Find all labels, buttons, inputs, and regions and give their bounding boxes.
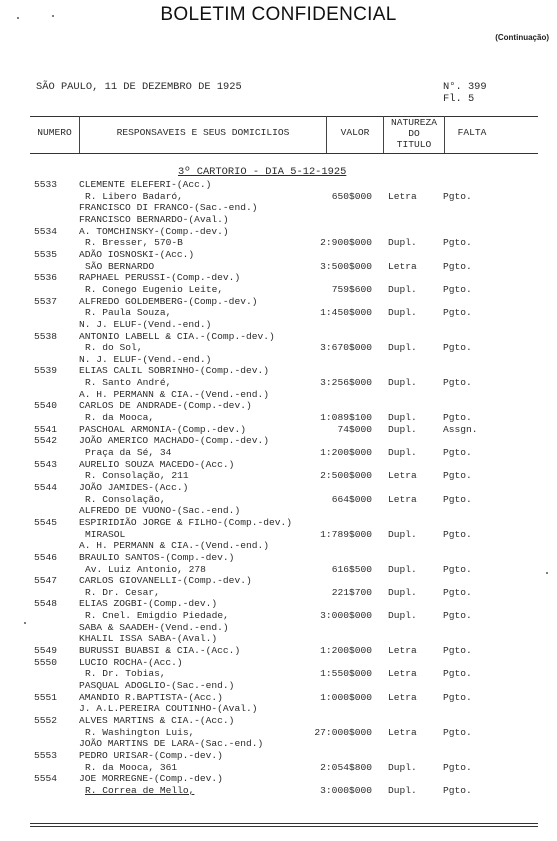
entry-text: R. Correa de Mello, [85,784,195,796]
entry-text: A. TOMCHINSKY-(Comp.-dev.) [79,225,229,237]
entry-text: PASCHOAL ARMONIA-(Comp.-dev.) [79,423,246,435]
entry-number: 5544 [34,481,58,493]
entry-fault: Pgto. [443,610,472,621]
entry-value: 3:256$000 [320,377,372,389]
entry-fault: Pgto. [443,470,472,482]
entry-line [0,365,557,376]
entry-nature: Dupl. [388,586,417,598]
entry-line [0,540,557,551]
header-valor: VALOR [340,127,370,138]
entry-line [0,680,557,691]
entry-text: ELIAS CALIL SOBRINHO-(Comp.-dev.) [79,365,269,377]
entry-line [0,505,557,516]
entry-value: 1:200$000 [320,645,372,656]
entry-fault: Pgto. [443,237,472,249]
entry-line [0,470,557,481]
entry-value: 27:000$000 [314,726,372,738]
entry-nature: Dupl. [388,563,417,575]
entry-value: 1:000$000 [320,691,372,703]
entry-text: RAPHAEL PERUSSI-(Comp.-dev.) [79,272,241,284]
entry-fault: Pgto. [443,645,472,656]
entry-nature: Letra [388,668,417,680]
entry-line [0,296,557,307]
entry-number: 5534 [34,225,58,237]
entry-fault: Pgto. [443,342,472,354]
entry-text: R. Washington Luis, [85,726,195,738]
entry-number: 5548 [34,598,58,610]
entry-nature: Letra [388,691,417,703]
entry-number: 5537 [34,295,58,307]
entry-line [0,389,557,400]
entry-value: 650$000 [331,190,372,202]
entry-number: 5540 [34,400,58,412]
header-responsaveis: RESPONSAVEIS E SEUS DOMICILIOS [116,127,290,138]
continuation-note: (Continuação) [495,33,549,42]
entry-fault: Pgto. [443,190,472,202]
entry-line [0,447,557,458]
entry-line [0,342,557,353]
header-bottom-rule [30,153,538,154]
entry-fault: Pgto. [443,528,472,540]
bulletin-title: BOLETIM CONFIDENCIAL [160,4,397,25]
entry-value: 1:550$000 [320,668,372,680]
entry-text: R. Conego Eugenio Leite, [85,283,224,295]
entry-nature: Dupl. [388,528,417,540]
entry-nature: Dupl. [388,423,417,435]
entry-line [0,249,557,260]
entry-value: 221$700 [331,586,372,598]
entry-text: A. H. PERMANN & CIA.-(Vend.-end.) [79,388,269,400]
entry-text: ELIAS ZOGBI-(Comp.-dev.) [79,598,218,610]
entry-nature: Dupl. [388,446,417,458]
entry-fault: Pgto. [443,493,472,505]
entry-text: JOÃO JAMIDES-(Acc.) [79,481,189,493]
header-numero: NUMERO [37,127,72,138]
entry-value: 3:500$000 [320,260,372,272]
entry-number: 5551 [34,691,58,703]
entry-fault: Pgto. [443,691,472,703]
entry-number: 5539 [34,365,58,377]
entry-nature: Letra [388,260,417,272]
entry-number: 5546 [34,551,58,563]
scan-speck [24,622,26,624]
entry-text: ALFREDO GOLDEMBERG-(Comp.-dev.) [79,295,258,307]
entry-fault: Pgto. [443,784,472,796]
entry-value: 759$600 [331,283,372,295]
entry-line [0,237,557,248]
entry-line [0,564,557,575]
entry-fault: Pgto. [443,283,472,295]
entry-line [0,645,557,656]
entry-line [0,331,557,342]
entry-line [0,610,557,621]
entry-line [0,587,557,598]
footer-rule-double [30,826,538,827]
entry-value: 1:200$000 [320,446,372,458]
entry-text: A. H. PERMANN & CIA.-(Vend.-end.) [79,540,269,552]
entry-text: J. A.L.PEREIRA COUTINHO-(Aval.) [79,703,258,715]
entry-text: PASQUAL ADOGLIO-(Sac.-end.) [79,680,235,691]
entry-text: SÃO BERNARDO [85,260,155,272]
entry-line [0,284,557,295]
entry-fault: Pgto. [443,668,472,680]
entry-line [0,272,557,283]
entry-text: ALFREDO DE VUONO-(Sac.-end.) [79,505,241,517]
scan-speck [17,17,19,19]
entry-fault: Pgto. [443,726,472,738]
entry-nature: Dupl. [388,283,417,295]
entry-number: 5535 [34,248,58,260]
entry-value: 664$000 [331,493,372,505]
entry-text: ALVES MARTINS & CIA.-(Acc.) [79,714,235,726]
entry-text: SABA & SAADEH-(Vend.-end.) [79,621,229,633]
entry-line [0,622,557,633]
place-date: SÃO PAULO, 11 DE DEZEMBRO DE 1925 [36,81,242,93]
entry-number: 5553 [34,749,58,761]
entry-nature: Dupl. [388,237,417,249]
entry-text: R. Cnel. Emigdio Piedade, [85,610,229,621]
entry-text: CLEMENTE ELEFERI-(Acc.) [79,179,212,190]
entry-line [0,191,557,202]
entry-number: 5538 [34,330,58,342]
entry-line [0,179,557,190]
entry-text: R. Libero Badaró, [85,190,183,202]
entry-line [0,482,557,493]
bulletin-number: N°. 399 [443,81,487,93]
entry-number: 5541 [34,423,58,435]
entry-nature: Dupl. [388,342,417,354]
entry-line [0,727,557,738]
entry-value: 3:000$000 [320,610,372,621]
entry-number: 5547 [34,575,58,587]
entry-line [0,657,557,668]
entry-line [0,785,557,796]
entry-value: 1:450$000 [320,307,372,319]
entry-line [0,494,557,505]
scan-speck [546,572,548,574]
entry-fault: Pgto. [443,260,472,272]
entry-text: N. J. ELUF-(Vend.-end.) [79,318,212,330]
entry-number: 5543 [34,458,58,470]
entry-number: 5554 [34,773,58,785]
header-top-rule [30,116,538,117]
entry-value: 2:900$000 [320,237,372,249]
entry-text: R. Santo André, [85,377,172,389]
entry-text: JOÃO MARTINS DE LARA-(Sac.-end.) [79,738,264,750]
entry-text: R. Paula Souza, [85,307,172,319]
header-natureza: NATUREZA [390,117,438,128]
header-natureza-do: DO [408,128,420,139]
scan-speck [52,15,54,17]
entry-line [0,377,557,388]
entry-number: 5552 [34,714,58,726]
entry-fault: Pgto. [443,412,472,423]
entry-text: N. J. ELUF-(Vend.-end.) [79,353,212,365]
entry-nature: Letra [388,190,417,202]
entry-text: JOE MORREGNE-(Comp.-dev.) [79,773,223,785]
entry-text: MIRASOL [85,528,126,540]
entry-text: R. Bresser, 570-B [85,237,183,249]
entry-text: R. Dr. Tobias, [85,668,166,680]
entry-line [0,202,557,213]
entry-nature: Dupl. [388,307,417,319]
section-heading: 3º CARTORIO - DIA 5-12-1925 [178,166,347,178]
entry-text: JOÃO AMERICO MACHADO-(Comp.-dev.) [79,435,269,447]
entry-number: 5536 [34,272,58,284]
entry-value: 616$500 [331,563,372,575]
entry-text: R. do Sol, [85,342,143,354]
entry-nature: Dupl. [388,610,417,621]
entry-text: AURELIO SOUZA MACEDO-(Acc.) [79,458,235,470]
entry-nature: Letra [388,493,417,505]
entry-line [0,354,557,365]
entry-value: 1:089$100 [320,412,372,423]
entry-text: LUCIO ROCHA-(Acc.) [79,656,183,668]
entry-line [0,750,557,761]
entry-line [0,319,557,330]
entry-line [0,261,557,272]
entry-line [0,762,557,773]
entry-line [0,226,557,237]
entry-fault: Pgto. [443,586,472,598]
entry-text: AMANDIO R.BAPTISTA-(Acc.) [79,691,223,703]
entry-text: R. Dr. Cesar, [85,586,160,598]
entry-number: 5545 [34,516,58,528]
entry-value: 3:670$000 [320,342,372,354]
entry-value: 2:500$000 [320,470,372,482]
entry-line [0,412,557,423]
entry-nature: Dupl. [388,412,417,423]
entry-line [0,738,557,749]
entry-line [0,424,557,435]
entry-number: 5542 [34,435,58,447]
entry-text: R. da Mooca, [85,412,155,423]
entry-text: PEDRO URISAR-(Comp.-dev.) [79,749,223,761]
entry-value: 74$000 [337,423,372,435]
entry-text: BRAULIO SANTOS-(Comp.-dev.) [79,551,235,563]
entry-line [0,517,557,528]
entry-line [0,529,557,540]
entry-number: 5550 [34,656,58,668]
entry-line [0,773,557,784]
entry-text: Av. Luiz Antonio, 278 [85,563,206,575]
entry-line [0,400,557,411]
entry-line [0,715,557,726]
entry-text: FRANCISCO DI FRANCO-(Sac.-end.) [79,202,258,214]
header-natureza-titulo: TITULO [396,139,432,150]
entry-text: R. Consolação, [85,493,166,505]
entry-line [0,668,557,679]
entry-number: 5533 [34,179,58,190]
entry-nature: Dupl. [388,784,417,796]
entry-line [0,703,557,714]
header-falta: FALTA [457,127,487,138]
entry-text: R. Consolação, 211 [85,470,189,482]
entry-fault: Pgto. [443,377,472,389]
entry-line [0,575,557,586]
entry-nature: Letra [388,645,417,656]
entry-text: CARLOS DE ANDRADE-(Comp.-dev.) [79,400,252,412]
entry-fault: Pgto. [443,761,472,773]
entry-line [0,307,557,318]
entry-value: 1:789$000 [320,528,372,540]
entry-line [0,633,557,644]
entry-fault: Pgto. [443,307,472,319]
entry-text: ANTONIO LABELL & CIA.-(Comp.-dev.) [79,330,275,342]
entry-value: 3:000$000 [320,784,372,796]
entry-number: 5549 [34,645,58,656]
entry-text: CARLOS GIOVANELLI-(Comp.-dev.) [79,575,252,587]
entry-fault: Pgto. [443,563,472,575]
entry-text: FRANCISCO BERNARDO-(Aval.) [79,213,229,225]
entry-text: ESPIRIDIÃO JORGE & FILHO-(Comp.-dev.) [79,516,293,528]
entry-fault: Assgn. [443,423,478,435]
footer-rule [30,823,538,824]
entry-nature: Dupl. [388,761,417,773]
entry-line [0,435,557,446]
entry-value: 2:054$800 [320,761,372,773]
entry-line [0,552,557,563]
entry-text: BURUSSI BUABSI & CIA.-(Acc.) [79,645,241,656]
entry-text: KHALIL ISSA SABA-(Aval.) [79,633,218,645]
page-folio: Fl. 5 [443,93,475,105]
entry-fault: Pgto. [443,446,472,458]
entry-text: ADÃO IOSNOSKI-(Acc.) [79,248,195,260]
entry-text: R. da Mooca, 361 [85,761,178,773]
entry-line [0,692,557,703]
entry-line [0,214,557,225]
entry-line [0,598,557,609]
entry-text: Praça da Sé, 34 [85,446,172,458]
entry-nature: Letra [388,726,417,738]
entry-line [0,459,557,470]
entry-nature: Letra [388,470,417,482]
entry-nature: Dupl. [388,377,417,389]
